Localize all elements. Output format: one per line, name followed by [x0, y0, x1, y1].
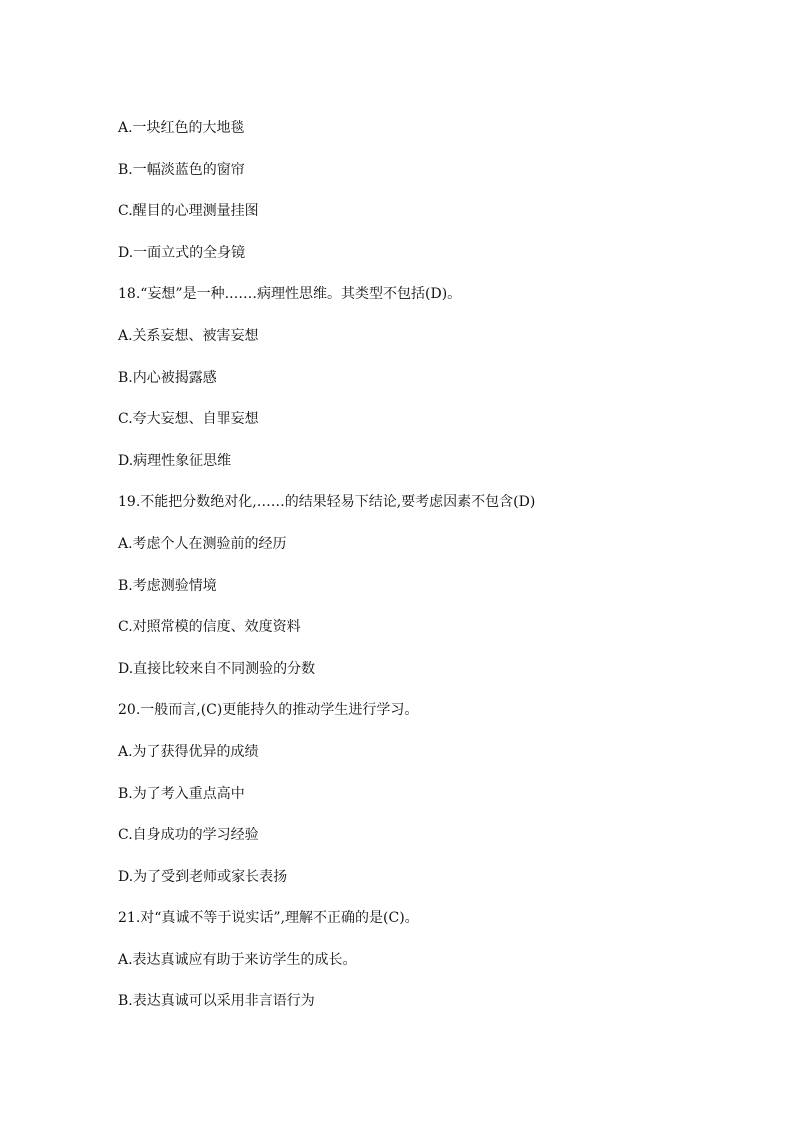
answer-option: A.关系妄想、被害妄想: [118, 327, 259, 344]
answer-option: C.对照常模的信度、效度资料: [118, 619, 301, 636]
answer-option: C.醒目的心理测量挂图: [118, 203, 259, 220]
question-18: 18.“妄想”是一种.……病理性思维。其类型不包括(D)。: [118, 286, 462, 303]
answer-option: D.病理性象征思维: [118, 452, 232, 469]
question-19: 19.不能把分数绝对化,……的结果轻易下结论,要考虑因素不包含(D): [118, 494, 536, 511]
answer-option: B.表达真诚可以采用非言语行为: [118, 993, 315, 1010]
answer-option: D.直接比较来自不同测验的分数: [118, 660, 316, 677]
answer-option: D.一面立式的全身镜: [118, 244, 246, 261]
answer-option: B.一幅淡蓝色的窗帘: [118, 161, 245, 178]
answer-option: B.考虑测验情境: [118, 577, 217, 594]
question-20: 20.一般而言,(C)更能持久的推动学生进行学习。: [118, 702, 419, 719]
answer-option: A.考虑个人在测验前的经历: [118, 535, 287, 552]
answer-option: C.夸大妄想、自罪妄想: [118, 411, 259, 428]
answer-option: A.一块红色的大地毯: [118, 120, 245, 136]
document-body: [118, 118, 718, 1033]
answer-option: B.为了考入重点高中: [118, 785, 245, 802]
answer-option: A.表达真诚应有助于来访学生的成长。: [118, 951, 357, 968]
answer-option: A.为了获得优异的成绩: [118, 743, 259, 760]
question-21: 21.对“真诚不等于说实话”,理解不正确的是(C)。: [118, 910, 419, 927]
answer-option: C.自身成功的学习经验: [118, 827, 259, 844]
answer-option: D.为了受到老师或家长表扬: [118, 868, 288, 885]
answer-option: B.内心被揭露感: [118, 369, 217, 386]
